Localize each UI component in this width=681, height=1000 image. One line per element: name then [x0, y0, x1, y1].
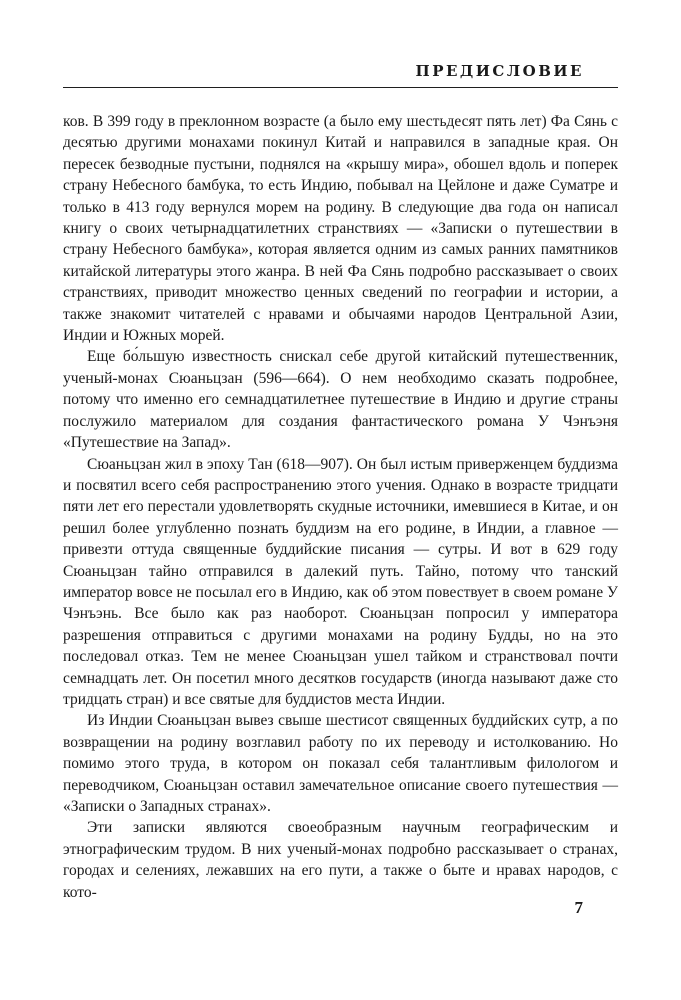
paragraph: Эти записки являются своеобразным научным географическим и этнографическим трудом. В них ученый-монах подробно рассказывает о странах, городах и селениях, лежавших на его пути, а также о быте и нравах народов, с кото- — [63, 819, 618, 901]
running-head-title: ПРЕДИСЛОВИЕ — [415, 62, 584, 80]
page-number: 7 — [574, 898, 583, 917]
paragraph: Сюаньцзан жил в эпоху Тан (618—907). Он был истым приверженцем буддизма и посвятил всего себя распространению этого учения. Однако в возрасте тридцати пяти лет его перестали удовлетворять скудные источники, имевшиеся в Китае, и он решил более углубленно познать буддизм на его родине, в Индии, а главное — привезти оттуда священные буддийские писания — сутры. И вот в 629 году Сюаньцзан тайно отправился в далекий путь. Тайно, потому что танский император вовсе не посылал его в Индию, как об этом повествует в своем романе У Чэнъэнь. Все было как раз наоборот. Сюаньцзан попросил у императора разрешения отправиться с другими монахами на родину Будды, но на это последовал отказ. Тем не менее Сюаньцзан ушел тайком и странствовал почти семнадцать лет. Он посетил много десятков государств (иногда называют даже сто тридцать стран) и все святые для буддистов места Индии. — [63, 455, 618, 708]
page-header — [63, 62, 618, 88]
header-rule — [63, 87, 618, 88]
paragraph: Из Индии Сюаньцзан вывез свыше шестисот священных буддийских сутр, а по возвращении на родину возглавил работу по их переводу и истолкованию. Но помимо этого труда, в котором он показал себя талантливым филологом и переводчиком, Сюаньцзан оставил замечательное описание своего путешествия — «Записки о Западных странах». — [63, 712, 618, 815]
body-text — [63, 111, 618, 903]
paragraph: ков. В 399 году в преклонном возрасте (а было ему шестьдесят пять лет) Фа Сянь с десятью другими монахами покинул Китай и направился в западные края. Он пересек безводные пустыни, поднялся на «крышу мира», обошел вдоль и поперек страну Небесного бамбука, то есть Индию, побывал на Цейлоне и даже Суматре и только в 413 году вернулся морем на родину. В следующие два года он написал книгу о своих четырнадцатилетних странствиях — «Записки о путешествии в страну Небесного бамбука», которая является одним из самых ранних памятников китайской литературы этого жанра. В ней Фа Сянь подробно рассказывает о своих странствиях, приводит множество ценных сведений по географии и истории, а также знакомит читателей с нравами и обычаями народов Центральной Азии, Индии и Южных морей. — [63, 113, 618, 345]
paragraph: Еще бо́льшую известность снискал себе другой китайский путешественник, ученый-монах Сюаньцзан (596—664). О нем необходимо сказать подробнее, потому что именно его семнадцатилетнее путешествие в Индию и другие страны послужило материалом для создания фантастического романа У Чэнъэня «Путешествие на Запад». — [63, 348, 618, 452]
